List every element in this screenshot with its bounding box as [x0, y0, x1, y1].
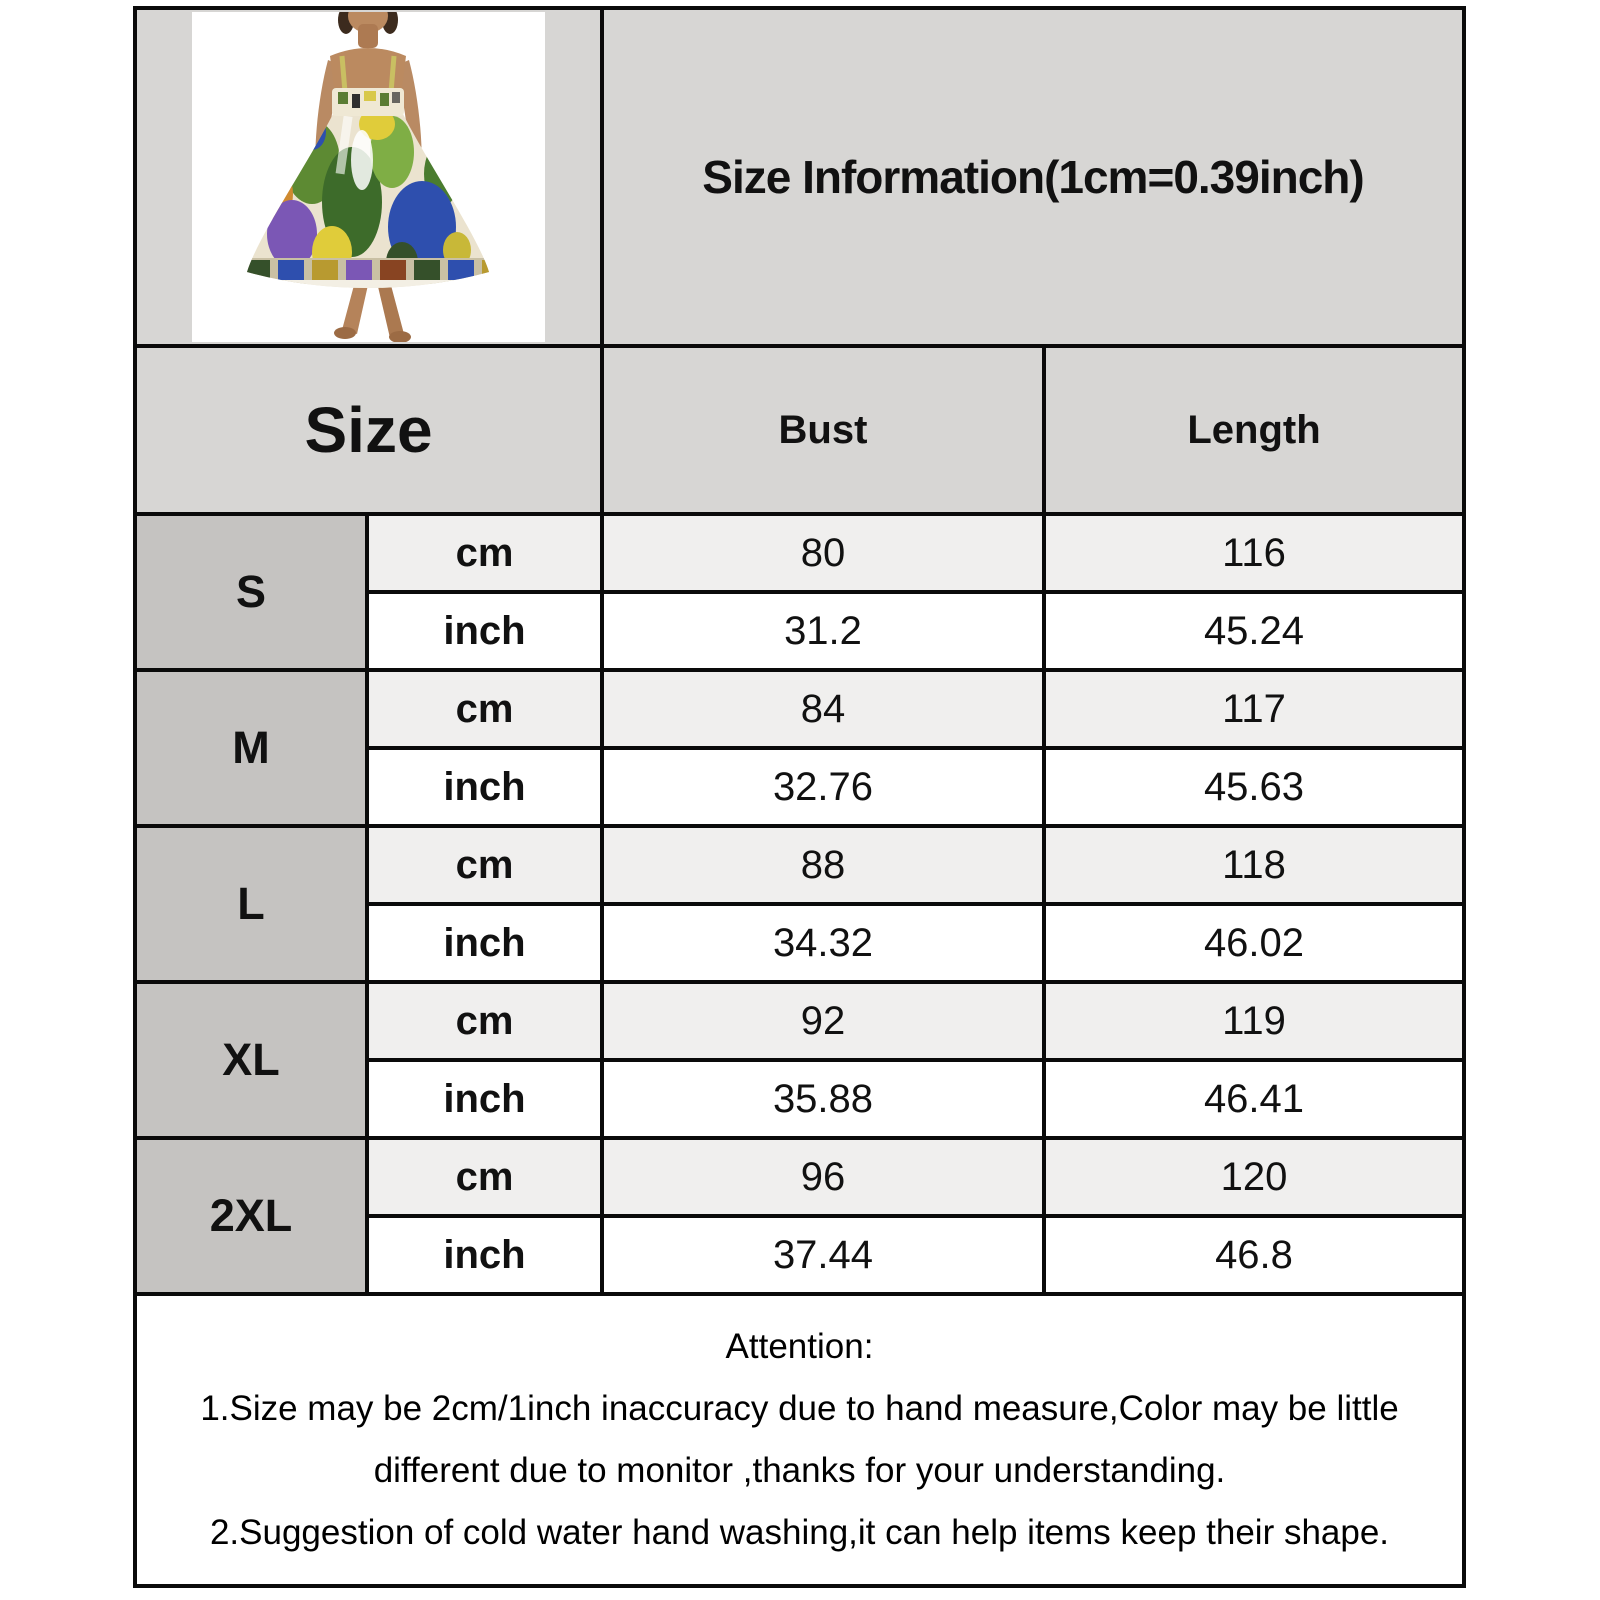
- bust-cm-value: 88: [602, 826, 1044, 904]
- length-inch-value: 45.63: [1044, 748, 1464, 826]
- table-row: [135, 8, 1464, 346]
- size-label-l: L: [135, 826, 367, 982]
- bust-inch-value: 37.44: [602, 1216, 1044, 1294]
- product-image-cell: [135, 8, 602, 346]
- column-header-bust: Bust: [602, 346, 1044, 514]
- length-inch-value: 46.8: [1044, 1216, 1464, 1294]
- table-row: [135, 670, 1464, 748]
- length-inch-value: 46.02: [1044, 904, 1464, 982]
- length-inch-value: 45.24: [1044, 592, 1464, 670]
- bust-inch-value: 32.76: [602, 748, 1044, 826]
- bust-cm-value: 96: [602, 1138, 1044, 1216]
- bust-cm-value: 80: [602, 514, 1044, 592]
- unit-label-cm: cm: [367, 826, 602, 904]
- size-label-2xl: 2XL: [135, 1138, 367, 1294]
- size-label-s: S: [135, 514, 367, 670]
- product-photo: [192, 12, 545, 342]
- unit-label-cm: cm: [367, 670, 602, 748]
- length-cm-value: 117: [1044, 670, 1464, 748]
- table-row: [135, 1138, 1464, 1216]
- attention-note: [135, 1294, 1464, 1586]
- length-cm-value: 119: [1044, 982, 1464, 1060]
- size-label-m: M: [135, 670, 367, 826]
- table-row: [135, 514, 1464, 592]
- unit-label-inch: inch: [367, 592, 602, 670]
- column-header-size: Size: [135, 346, 602, 514]
- unit-label-inch: inch: [367, 1060, 602, 1138]
- attention-line-1: 1.Size may be 2cm/1inch inaccuracy due to hand measure,Color may be little: [200, 1389, 1399, 1428]
- unit-label-cm: cm: [367, 1138, 602, 1216]
- table-row: [135, 982, 1464, 1060]
- length-cm-value: 120: [1044, 1138, 1464, 1216]
- unit-label-inch: inch: [367, 1216, 602, 1294]
- length-cm-value: 116: [1044, 514, 1464, 592]
- table-row: [135, 1294, 1464, 1586]
- bust-cm-value: 84: [602, 670, 1044, 748]
- unit-label-inch: inch: [367, 904, 602, 982]
- unit-label-cm: cm: [367, 514, 602, 592]
- size-info-title: Size Information(1cm=0.39inch): [602, 8, 1464, 346]
- bust-inch-value: 31.2: [602, 592, 1044, 670]
- length-cm-value: 118: [1044, 826, 1464, 904]
- attention-heading: Attention:: [725, 1327, 874, 1366]
- size-label-xl: XL: [135, 982, 367, 1138]
- bust-inch-value: 34.32: [602, 904, 1044, 982]
- product-photo-frame: [137, 12, 600, 342]
- length-inch-value: 46.41: [1044, 1060, 1464, 1138]
- table-row: [135, 826, 1464, 904]
- size-chart-table: [133, 6, 1466, 1588]
- dress-illustration: [192, 12, 545, 342]
- bust-inch-value: 35.88: [602, 1060, 1044, 1138]
- column-header-length: Length: [1044, 346, 1464, 514]
- unit-label-inch: inch: [367, 748, 602, 826]
- attention-line-2: different due to monitor ,thanks for your understanding.: [373, 1451, 1226, 1490]
- table-header-row: [135, 346, 1464, 514]
- bust-cm-value: 92: [602, 982, 1044, 1060]
- attention-line-3: 2.Suggestion of cold water hand washing,it can help items keep their shape.: [209, 1513, 1390, 1552]
- unit-label-cm: cm: [367, 982, 602, 1060]
